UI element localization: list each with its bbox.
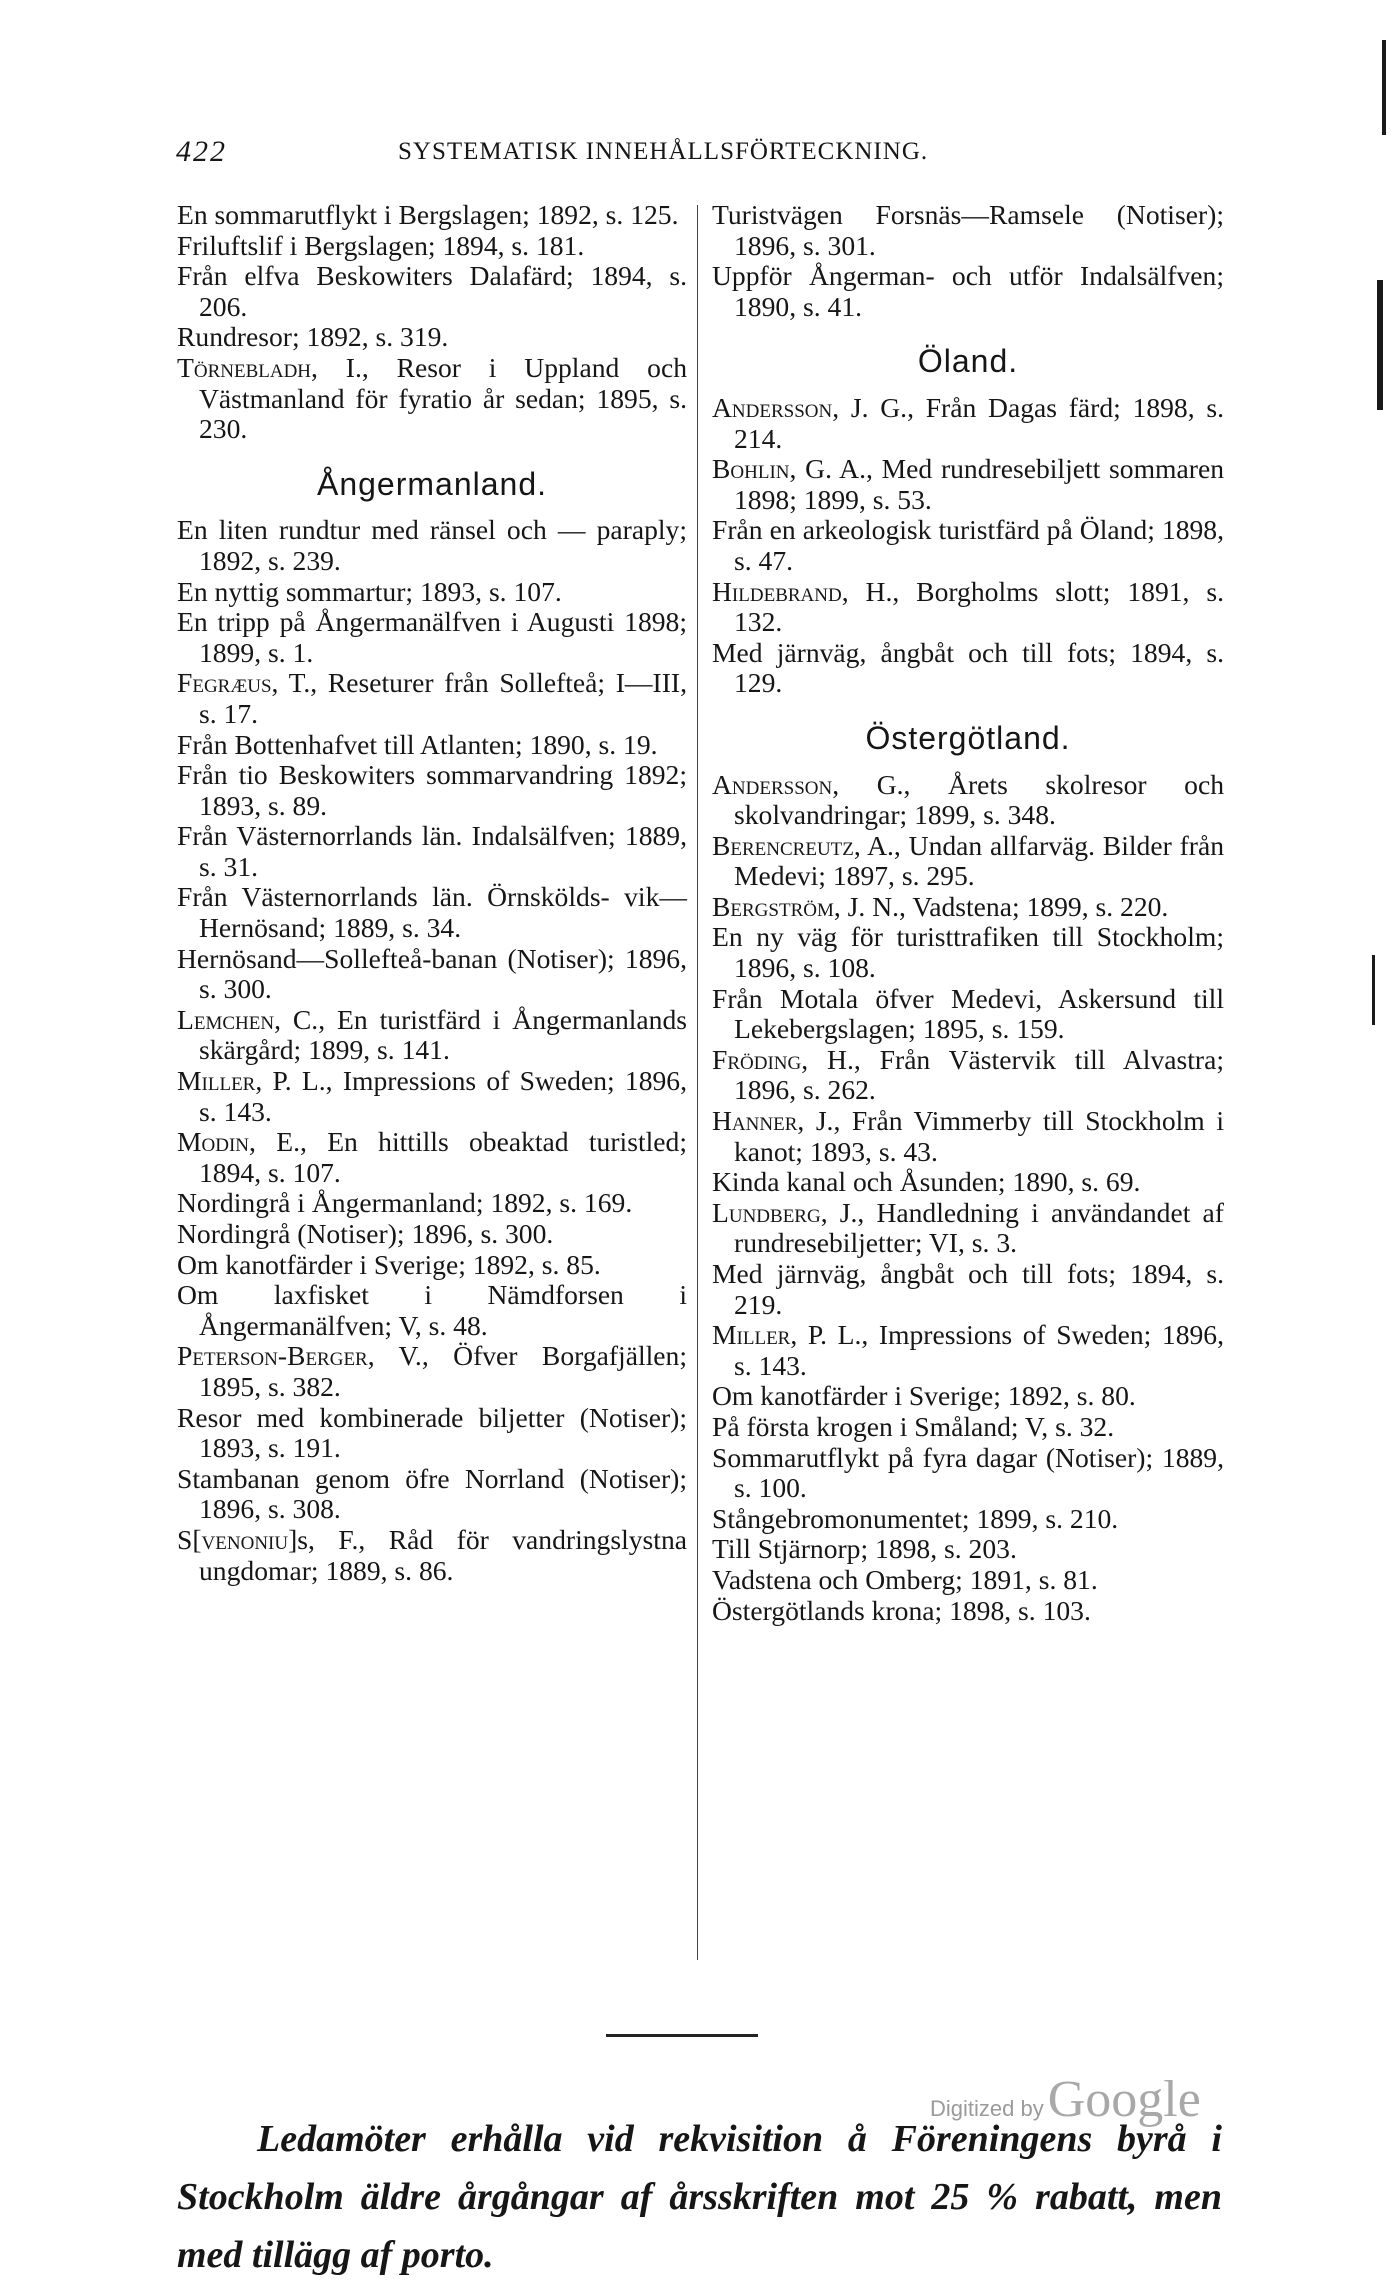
index-entry: Med järnväg, ångbåt och till fots; 1894, s. 219.: [712, 1258, 1224, 1320]
section-heading-ostergotland: Östergötland.: [865, 719, 1071, 756]
separator-rule: [606, 2034, 758, 2037]
index-entry: Från Bottenhafvet till Atlanten; 1890, s. 19.: [177, 728, 658, 760]
author-name: Bergström: [712, 890, 834, 922]
author-name: Hildebrand: [712, 575, 842, 607]
index-entry: En liten rundtur med ränsel och — paraply; 1892, s. 239.: [177, 514, 687, 576]
index-entry: Nordingrå (Notiser); 1896, s. 300.: [177, 1218, 554, 1249]
entry-text: , V., Öfver Borgafjällen; 1895, s. 382.: [199, 1340, 687, 1402]
index-entry: Vadstena och Omberg; 1891, s. 81.: [712, 1563, 1098, 1595]
page-number: 422: [176, 135, 227, 168]
index-entry: Friluftslif i Bergslagen; 1894, s. 181.: [177, 229, 585, 261]
index-entry: Om kanotfärder i Sverige; 1892, s. 80.: [712, 1380, 1136, 1412]
entry-text: , H., Borgholms slott; 1891, s. 132.: [734, 575, 1224, 638]
index-entry: [712, 831, 1224, 892]
author-name: Andersson: [712, 391, 833, 423]
index-entry: [712, 1045, 1224, 1106]
index-entry: Från Motala öfver Medevi, Askersund till Lekebergslagen; 1895, s. 159.: [712, 982, 1224, 1045]
index-entry: En sommarutflykt i Bergslagen; 1892, s. 125.: [177, 199, 679, 230]
index-entry: En ny väg för turisttrafiken till Stockholm; 1896, s. 108.: [712, 921, 1224, 984]
index-entry: Om kanotfärder i Sverige; 1892, s. 85.: [177, 1248, 601, 1280]
column-divider: [697, 205, 698, 1960]
index-entry: Från Västernorrlands län. Örnskölds- vik—Hernösand; 1889, s. 34.: [177, 881, 687, 944]
index-entry: Till Stjärnorp; 1898, s. 203.: [712, 1533, 1017, 1565]
entry-list: [177, 1188, 687, 1341]
author-name: Lemchen: [177, 1003, 275, 1035]
index-entry: Från elfva Beskowiters Dalafärd; 1894, s. 206.: [177, 260, 687, 322]
entry-list: [712, 1167, 1224, 1198]
index-entry: [177, 1127, 687, 1188]
entry-list: [177, 200, 687, 353]
index-entry: [177, 1341, 687, 1402]
entry-list: [712, 638, 1224, 699]
entry-text: , P. L., Impressions of Sweden; 1896, s. 143.: [734, 1319, 1224, 1381]
entry-list: [712, 515, 1224, 576]
index-entry: Från tio Beskowiters sommarvandring 1892; 1893, s. 89.: [177, 759, 687, 821]
digitization-watermark: [930, 2070, 1201, 2129]
index-entry: [712, 770, 1224, 831]
index-entry: [712, 1106, 1224, 1167]
entry-list: [712, 1381, 1224, 1626]
scan-margin-mark: [1377, 280, 1383, 410]
watermark-prefix: Digitized by: [930, 2096, 1044, 2121]
entry-text: , G., Årets skolresor och skolvandringar; 1899, s. 348.: [734, 768, 1224, 831]
index-entry: Uppför Ångerman- och utför Indalsälfven; 1890, s. 41.: [712, 260, 1224, 322]
index-entry: Stambanan genom öfre Norrland (Notiser); 1896, s. 308.: [177, 1462, 687, 1525]
index-entry: Sommarutflykt på fyra dagar (Notiser); 1889, s. 100.: [712, 1441, 1224, 1504]
entry-list: [177, 1403, 687, 1525]
page-header: [176, 135, 1001, 175]
author-name: Berencreutz: [712, 829, 854, 861]
author-name: Peterson-Berger: [177, 1340, 368, 1372]
section-heading-angermanland: Ångermanland.: [316, 465, 548, 502]
index-entry: Resor med kombinerade biljetter (Notiser); 1893, s. 191.: [177, 1401, 687, 1464]
entry-text: , G. A., Med rundresebiljett sommaren 1898; 1899, s. 53.: [734, 453, 1224, 515]
entry-text: , J., Handledning i användandet af rundresebiljetter; VI, s. 3.: [734, 1196, 1224, 1259]
index-entry: [177, 1005, 687, 1066]
index-entry: Stångebromonumentet; 1899, s. 210.: [712, 1502, 1119, 1534]
index-entry: [712, 577, 1224, 638]
index-entry: [712, 892, 1224, 923]
index-entry: [177, 1525, 687, 1586]
entry-list: [712, 1259, 1224, 1320]
index-entry: [177, 353, 687, 445]
scan-margin-mark: [1382, 40, 1386, 135]
membership-notice: Ledamöter erhålla vid rekvisition å Föreningens byrå i Stockholm äldre årgångar af årsskriften mot 25 % rabatt, men med tillägg af porto.: [177, 2118, 1222, 2276]
section-heading-oland: Öland.: [917, 343, 1019, 380]
entry-text: , A., Undan allfarväg. Bilder från Medevi; 1897, s. 295.: [734, 829, 1224, 892]
entry-list: [712, 922, 1224, 1044]
index-entry: Turistvägen Forsnäs—Ramsele (Notiser); 1896, s. 301.: [712, 199, 1224, 261]
entry-text: , H., Från Västervik till Alvastra; 1896, s. 262.: [734, 1043, 1224, 1106]
index-entry: [177, 1066, 687, 1127]
index-entry: [712, 454, 1224, 515]
entry-text: , T., Reseturer från Sollefteå; I—III, s. 17.: [199, 667, 687, 729]
index-entry: Om laxfisket i Nämdforsen i Ångermanälfven; V, s. 48.: [177, 1279, 687, 1341]
entry-text: S[: [177, 1523, 202, 1555]
running-head: SYSTEMATISK INNEHÅLLSFÖRTECKNING.: [398, 138, 929, 165]
author-name: Bohlin: [712, 453, 790, 485]
index-entry: Med järnväg, ångbåt och till fots; 1894, s. 129.: [712, 636, 1224, 699]
entry-text: ]s, F., Råd för vandringslystna ungdomar; 1889, s. 86.: [199, 1523, 687, 1586]
author-name: Modin: [177, 1126, 250, 1158]
index-entry: På första krogen i Småland; V, s. 32.: [712, 1410, 1115, 1442]
index-entry: Östergötlands krona; 1898, s. 103.: [712, 1594, 1091, 1626]
index-entry: Kinda kanal och Åsunden; 1890, s. 69.: [712, 1166, 1141, 1198]
index-entry: [177, 668, 687, 729]
entry-list: [177, 730, 687, 1005]
right-column: [712, 200, 1224, 1626]
author-name: Lundberg: [712, 1196, 821, 1228]
scan-margin-mark: [1372, 955, 1375, 1025]
author-name: venoniu: [201, 1523, 289, 1555]
author-name: Andersson: [712, 768, 833, 800]
author-name: Törnebladh: [177, 351, 312, 383]
entry-list: [177, 515, 687, 668]
index-entry: [712, 393, 1224, 454]
entry-text: , C., En turistfärd i Ångermanlands skärgård; 1899, s. 141.: [199, 1003, 687, 1066]
entry-text: , P. L., Impressions of Sweden; 1896, s. 143.: [199, 1065, 687, 1127]
index-entry: En tripp på Ångermanälfven i Augusti 1898; 1899, s. 1.: [177, 606, 687, 668]
author-name: Fegræus: [177, 667, 272, 699]
entry-text: , J. N., Vadstena; 1899, s. 220.: [833, 890, 1169, 922]
index-entry: Nordingrå i Ångermanland; 1892, s. 169.: [177, 1187, 633, 1219]
entry-text: , J., Från Vimmerby till Stockholm i kanot; 1893, s. 43.: [734, 1105, 1224, 1167]
author-name: Hanner: [712, 1105, 798, 1137]
entry-list: [712, 200, 1224, 322]
entry-text: , J. G., Från Dagas färd; 1898, s. 214.: [734, 391, 1224, 454]
author-name: Miller: [177, 1065, 256, 1097]
index-entry: En nyttig sommartur; 1893, s. 107.: [177, 575, 562, 607]
author-name: Miller: [712, 1319, 791, 1351]
index-entry: Hernösand—Sollefteå-banan (Notiser); 1896, s. 300.: [177, 942, 687, 1005]
index-entry: Från en arkeologisk turistfärd på Öland; 1898, s. 47.: [712, 514, 1224, 576]
index-entry: Från Västernorrlands län. Indalsälfven; 1889, s. 31.: [177, 820, 687, 882]
google-logo: Google: [1047, 2071, 1201, 2128]
index-entry: [712, 1198, 1224, 1259]
author-name: Fröding: [712, 1043, 802, 1075]
entry-text: , E., En hittills obeaktad turistled; 1894, s. 107.: [199, 1126, 687, 1188]
index-entry: Rundresor; 1892, s. 319.: [177, 321, 449, 353]
index-entry: [712, 1320, 1224, 1381]
left-column: [177, 200, 687, 1586]
entry-text: , I., Resor i Uppland och Västmanland för fyratio år sedan; 1895, s. 230.: [199, 351, 687, 445]
